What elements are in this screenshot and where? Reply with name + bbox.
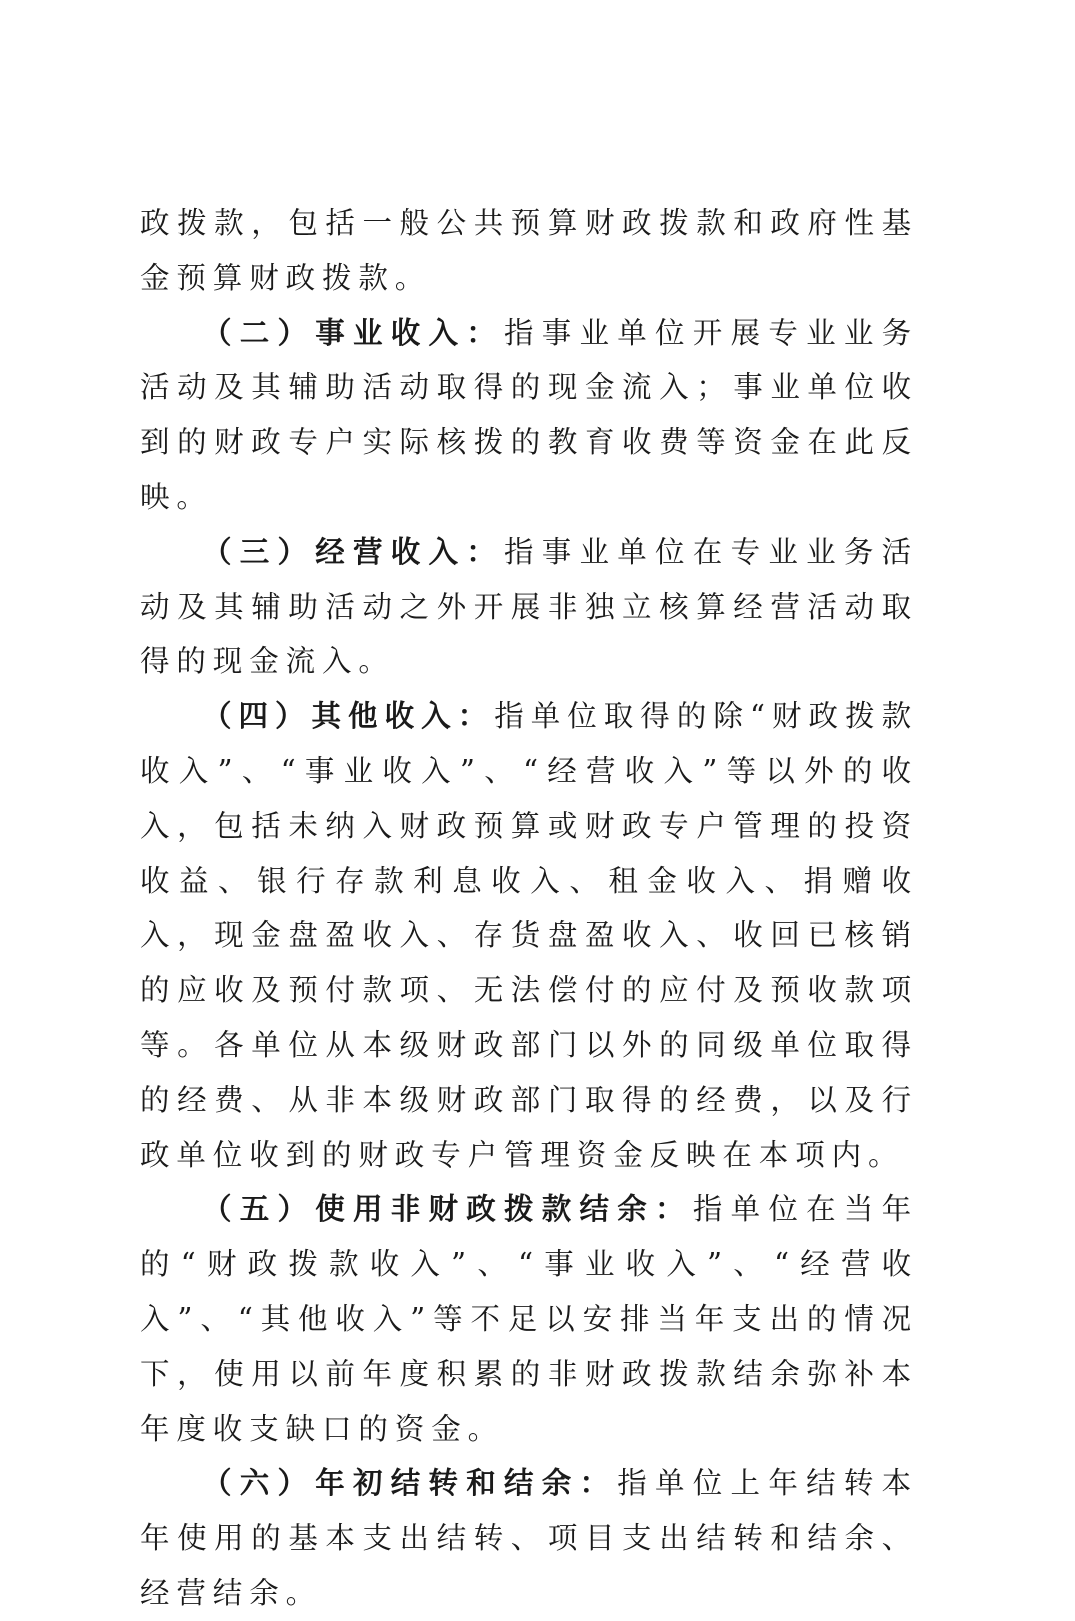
paragraph-continuation bbox=[140, 196, 918, 306]
paragraph-body: 指事业单位开展专业业务活动及其辅助活动取得的现金流入；事业单位收到的财政专户实际核拨的教育收费等资金在此反映。 bbox=[140, 315, 919, 514]
paragraph-operating-income bbox=[140, 525, 918, 689]
paragraph-body: 指单位取得的除“财政拨款收入”、“事业收入”、“经营收入”等以外的收入，包括未纳入财政预算或财政专户管理的投资收益、银行存款利息收入、租金收入、捐赠收入，现金盘盈收入、存货盘盈收入、收回已核销的应收及预付款项、无法偿付的应付及预收款项等。各单位从本级财政部门以外的同级单位取得的经费、从非本级财政部门取得的经费，以及行政单位收到的财政专户管理资金反映在本项内。 bbox=[140, 699, 918, 1172]
paragraph-body: 指单位上年结转本年使用的基本支出结转、项目支出结转和结余、经营结余。 bbox=[140, 1466, 918, 1610]
paragraph-heading: （二）事业收入： bbox=[201, 315, 505, 350]
paragraph-other-income bbox=[140, 689, 918, 1182]
document-body bbox=[140, 196, 918, 1621]
paragraph-body: 指单位在当年的“财政拨款收入”、“事业收入”、“经营收入”、“其他收入”等不足以安排当年支出的情况下，使用以前年度积累的非财政拨款结余弥补本年度收支缺口的资金。 bbox=[140, 1192, 919, 1446]
paragraph-heading: （四）其他收入： bbox=[201, 699, 495, 734]
paragraph-body: 政拨款，包括一般公共预算财政拨款和政府性基金预算财政拨款。 bbox=[140, 206, 918, 295]
paragraph-body: 指事业单位在专业业务活动及其辅助活动之外开展非独立核算经营活动取得的现金流入。 bbox=[140, 534, 919, 679]
paragraph-heading: （六）年初结转和结余： bbox=[201, 1466, 618, 1501]
paragraph-business-income bbox=[140, 306, 918, 525]
paragraph-carryover bbox=[140, 1456, 918, 1620]
paragraph-non-fiscal-surplus bbox=[140, 1182, 918, 1456]
paragraph-heading: （三）经营收入： bbox=[201, 534, 505, 569]
paragraph-heading: （五）使用非财政拨款结余： bbox=[201, 1192, 693, 1227]
